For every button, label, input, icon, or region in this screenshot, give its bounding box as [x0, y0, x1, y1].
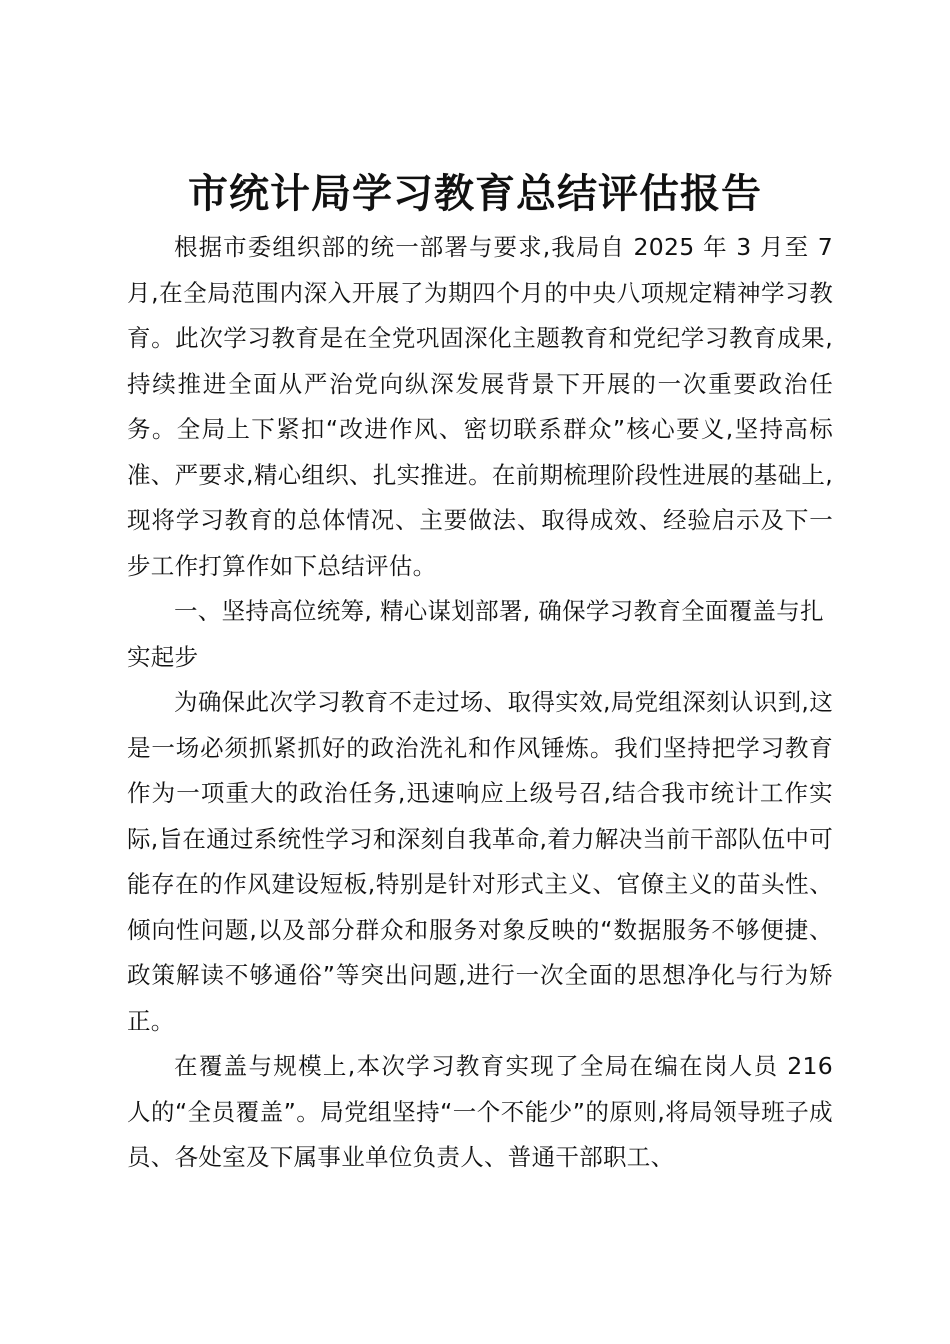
- document-body: [127, 225, 833, 1181]
- section-heading: 一、坚持高位统筹, 精心谋划部署, 确保学习教育全面覆盖与扎实起步: [127, 597, 824, 671]
- intro-paragraph: 根据市委组织部的统一部署与要求,我局自 2025 年 3 月至 7 月,在全局范围内深入开展了为期四个月的中央八项规定精神学习教育。此次学习教育是在全党巩固深化主题教育和党纪学习教育成果,持续推进全面从严治党向纵深发展背景下开展的一次重要政治任务。全局上下紧扣“改进作风、密切联系群众”核心要义,坚持高标准、严要求,精心组织、扎实推进。在前期梳理阶段性进展的基础上,现将学习教育的总体情况、主要做法、取得成效、经验启示及下一步工作打算作如下总结评估。: [127, 233, 833, 580]
- section-paragraph: 为确保此次学习教育不走过场、取得实效,局党组深刻认识到,这是一场必须抓紧抓好的政治洗礼和作风锤炼。我们坚持把学习教育作为一项重大的政治任务,迅速响应上级号召,结合我市统计工作实际,旨在通过系统性学习和深刻自我革命,着力解决当前干部队伍中可能存在的作风建设短板,特别是针对形式主义、官僚主义的苗头性、倾向性问题,以及部分群众和服务对象反映的“数据服务不够便捷、政策解读不够通俗”等突出问题,进行一次全面的思想净化与行为矫正。: [127, 688, 833, 1035]
- section-paragraph: 在覆盖与规模上,本次学习教育实现了全局在编在岗人员 216 人的“全员覆盖”。局党组坚持“一个不能少”的原则,将局领导班子成员、各处室及下属事业单位负责人、普通干部职工、: [127, 1052, 833, 1171]
- document-title: 市统计局学习教育总结评估报告: [188, 171, 762, 217]
